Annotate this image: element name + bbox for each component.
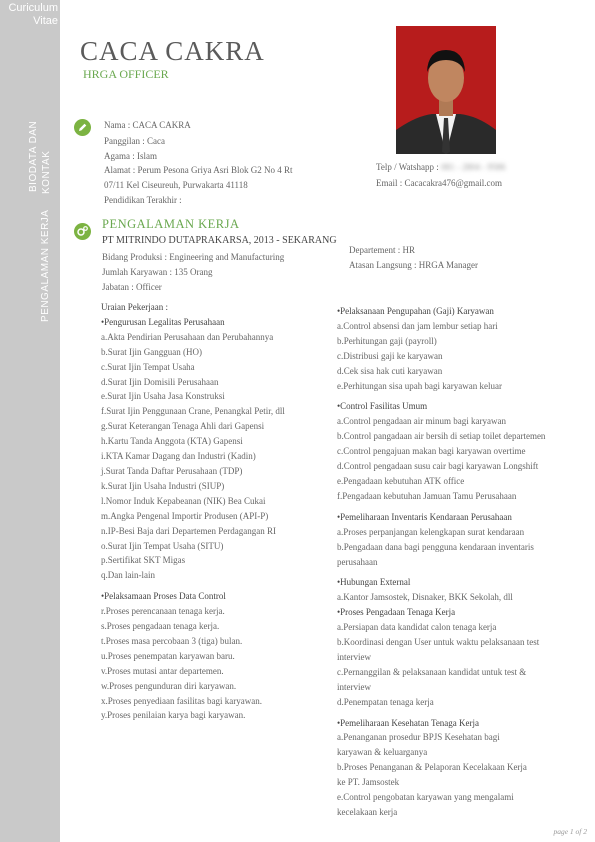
bio-nama: Nama : CACA CAKRA [104,120,191,130]
duty-line: y.Proses penilaian karya bagi karyawan. [101,710,246,721]
duty-line: interview [337,681,371,692]
duty-line: c.Control pengajuan makan bagi karyawan overtime [337,446,526,457]
job-duties-right [337,304,545,820]
duty-line: a.Penanganan prosedur BPJS Kesehatan bagi [337,732,500,743]
duty-line: d.Surat Ijin Domisili Perusahaan [101,376,219,387]
duty-line: h.Kartu Tanda Anggota (KTA) Gapensi [101,436,243,447]
candidate-role: HRGA OFFICER [83,67,169,81]
profile-photo [396,26,496,154]
duty-line: m.Angka Pengenal Importir Produsen (API-P) [101,510,269,521]
duty-line: •Pemeliharaan Kesehatan Tenaga Kerja [337,717,480,728]
duty-line: interview [337,651,371,662]
experience-atasan: Atasan Langsung : HRGA Manager [349,260,478,270]
duty-line: t.Proses masa percobaan 3 (tiga) bulan. [101,635,243,646]
duty-line: e.Perhitungan sisa upah bagi karyawan keluar [337,380,502,391]
duty-line: e.Pengadaan kebutuhan ATK office [337,475,465,486]
cv-title [0,0,60,28]
duty-line: b.Control pangadaan air bersih di setiap toilet departemen [337,431,546,442]
gears-icon [74,223,91,240]
cv-title-line1: Curiculum [8,2,58,14]
duty-line: a.Persiapan data kandidat calon tenaga kerja [337,622,497,633]
job-duties-left [101,300,285,723]
sidebar-label-kontak: KONTAK [41,150,52,194]
duty-line: a.Proses perpanjangan kelengkapan surat kendaraan [337,526,525,537]
duty-line: Uraian Pekerjaan : [101,302,168,312]
duty-line: q.Dan lain-lain [101,570,155,581]
duty-line: perusahaan [337,556,378,567]
duty-line: d.Control pengadaan susu cair bagi karyawan Longshift [337,461,539,472]
duty-line: s.Proses pengadaan tenaga kerja. [101,621,220,632]
duty-line: l.Nomor Induk Kepabeanan (NIK) Bea Cukai [101,495,266,506]
duty-line: g.Surat Keterangan Tenaga Ahli dari Gapensi [101,421,265,432]
bio-pendidikan: Pendidikan Terakhir : [104,195,182,205]
duty-line: a.Control absensi dan jam lembur setiap hari [337,320,498,331]
candidate-name: CACA CAKRA [80,36,265,66]
sidebar [0,0,60,842]
duty-line: c.Pernanggilan & pelaksanaan kandidat untuk test & [337,666,527,677]
duty-line: e.Surat Ijin Usaha Jasa Konstruksi [101,391,225,402]
duty-line: x.Proses penyediaan fasilitas bagi karyawan. [101,695,262,706]
duty-line: c.Distribusi gaji ke karyawan [337,350,443,361]
duty-line: v.Proses mutasi antar departemen. [101,665,224,676]
bio-agama: Agama : Islam [104,151,157,161]
cv-title-line2: Vitae [33,15,58,27]
duty-line: •Proses Pengadaan Tenaga Kerja [337,607,456,618]
duty-line: d.Cek sisa hak cuti karyawan [337,365,443,376]
duty-line: a.Akta Pendirian Perusahaan dan Perubahannya [101,331,274,342]
duty-line: b.Perhitungan gaji (payroll) [337,335,437,346]
experience-bidang: Bidang Produksi : Engineering and Manufacturing [102,252,285,262]
duty-line: c.Surat Ijin Tempat Usaha [101,361,195,372]
duty-line: karyawan & keluarganya [337,747,428,758]
duty-line: u.Proses penempatan karyawan baru. [101,650,235,661]
duty-line: ke PT. Jamsostek [337,777,400,788]
experience-jabatan: Jabatan : Officer [102,282,162,292]
duty-line: f.Surat Ijin Penggunaan Crane, Penangkal Petir, dll [101,406,285,417]
duty-line: •Pengurusan Legalitas Perusahaan [101,316,225,327]
duty-line: •Pemeliharaan Inventaris Kendaraan Perusahaan [337,511,512,522]
experience-jumlah: Jumlah Karyawan : 135 Orang [102,267,213,277]
experience-departement: Departement : HR [349,245,415,255]
duty-line: e.Control pengobatan karyawan yang mengalami [337,792,514,803]
duty-line: a.Kantor Jamsostek, Disnaker, BKK Sekolah, dll [337,592,513,603]
duty-line: i.KTA Kamar Dagang dan Industri (Kadin) [101,451,256,462]
sidebar-label-biodata: BIODATA DAN [28,120,39,192]
duty-line: d.Penempatan tenaga kerja [337,696,434,707]
contact-phone-label: Telp / Watshapp : [376,162,439,172]
duty-line: •Hubungan External [337,577,411,588]
duty-line: •Pelaksanaan Pengupahan (Gaji) Karyawan [337,306,494,316]
experience-company: PT MITRINDO DUTAPRAKARSA, 2013 - SEKARANG [102,235,337,246]
sidebar-label-pengalaman: PENGALAMAN KERJA [40,209,51,322]
bio-panggilan: Panggilan : Caca [104,136,165,146]
duty-line: r.Proses perencanaan tenaga kerja. [101,606,225,617]
duty-line: b.Surat Ijin Gangguan (HO) [101,346,202,357]
duty-line: k.Surat Ijin Usaha Industri (SIUP) [101,480,225,491]
duty-line: a.Control pengadaan air minum bagi karyawan [337,416,506,427]
contact-phone [376,160,505,174]
duty-line: •Control Fasilitas Umum [337,401,428,412]
duty-line: b.Proses Penanganan & Pelaporan Kecelakaan Kerja [337,762,527,773]
duty-line: •Pelaksamaan Proses Data Control [101,591,226,602]
duty-line: o.Surat Ijin Tempat Usaha (SITU) [101,540,224,551]
duty-line: j.Surat Tanda Daftar Perusahaan (TDP) [101,465,243,476]
duty-line: kecelakaan kerja [337,807,398,817]
duty-line: p.Sertifikat SKT Migas [101,555,186,566]
bio-alamat-line1: Alamat : Perum Pesona Griya Asri Blok G2 No 4 Rt [104,165,293,175]
duty-line: w.Proses pengunduran diri karyawan. [101,680,237,691]
contact-phone-value: 081 - 2804 - 9586 [440,162,506,172]
pencil-icon [74,119,91,136]
duty-line: f.Pengadaan kebutuhan Jamuan Tamu Perusahaan [337,490,517,501]
contact-email: Email : Cacacakra476@gmail.com [376,178,502,188]
experience-title: PENGALAMAN KERJA [102,217,240,231]
person-photo-icon [396,26,496,154]
page-footer: page 1 of 2 [553,827,587,836]
duty-line: b.Koordinasi dengan User untuk waktu pelaksanaan test [337,637,540,648]
duty-line: b.Pengadaan dana bagi pengguna kendaraan inventaris [337,541,534,552]
bio-alamat-line2: 07/11 Kel Ciseureuh, Purwakarta 41118 [104,180,248,190]
duty-line: n.IP-Besi Baja dari Departemen Perdagangan RI [101,525,276,536]
